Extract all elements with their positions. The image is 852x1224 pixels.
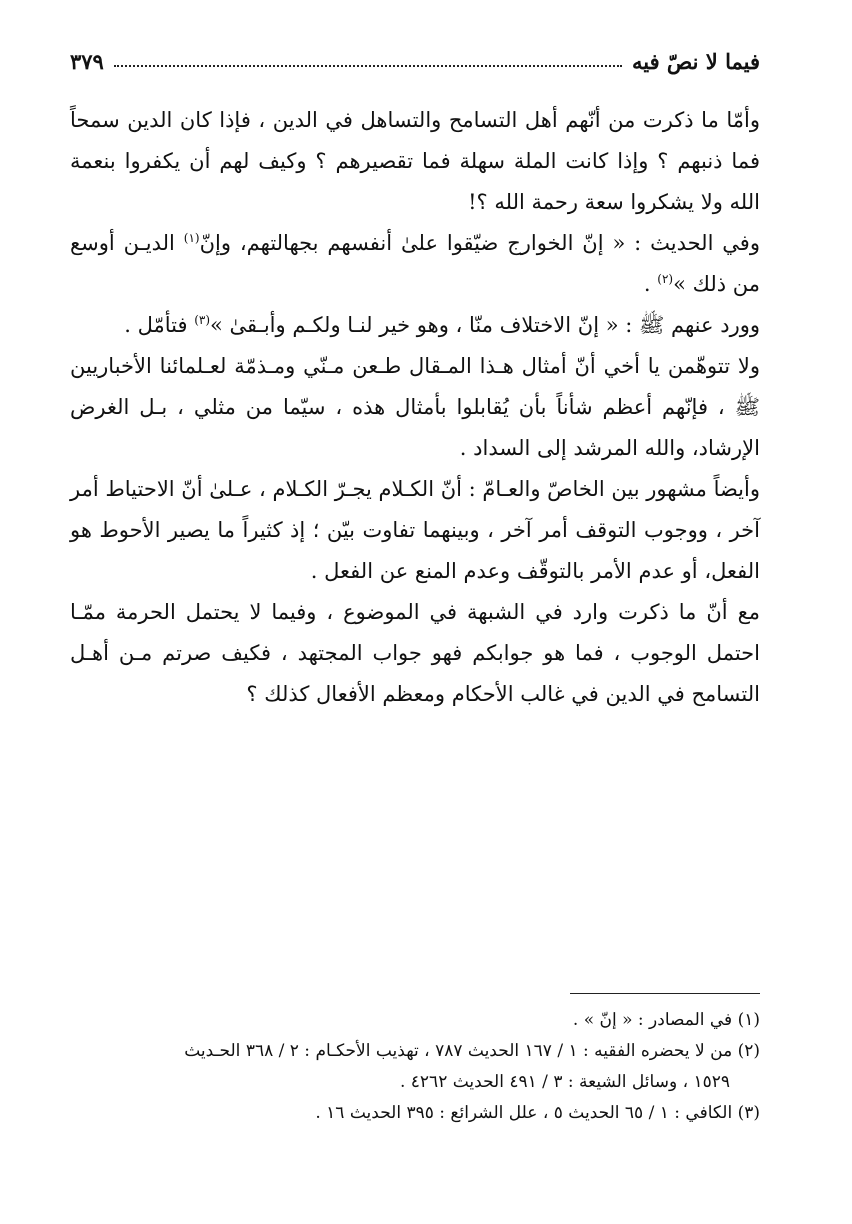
paragraph-5: وأيضاً مشهور بين الخاصّ والعـامّ : أنّ الكـلام يجـرّ الكـلام ، عـلىٰ أنّ الاحتياط أمر آخر ، ووجوب التوقف أمر آخر ، وبينهما تفاوت بيّن ؛ إذ كثيراً ما يصير الأحوط هو الفعل، أو عدم الأمر بالتوقّف وعدم المنع عن الفعل .: [70, 477, 760, 583]
paragraph-2: [70, 223, 760, 305]
paragraph-3: [70, 305, 760, 346]
running-title: فيما لا نصّ فيه: [631, 49, 760, 74]
paragraph-4: ولا تتوهّمن يا أخي أنّ أمثال هـذا المـقال طـعن مـنّي ومـذمّة لعـلمائنا الأخباريين ﷺ ، فإنّهم أعظم شأناً بأن يُقابلوا بأمثال هذه ، سيّما من مثلي ، بـل الغرض الإرشاد، والله المرشد إلى السداد .: [70, 354, 760, 460]
paragraph-2-part-a: وفي الحديث : « إنّ الخوارج ضيّقوا علىٰ أنفسهم بجهالتهم، وإنّ: [199, 231, 760, 255]
footnote-2: (٢) من لا يحضره الفقيه : ١ / ١٦٧ الحديث ٧٨٧ ، تهذيب الأحكـام : ٢ / ٣٦٨ الحـديث: [184, 1041, 760, 1061]
footnote-ref-3: (٣): [194, 313, 211, 327]
paragraph-6: مع أنّ ما ذكرت وارد في الشبهة في الموضوع ، وفيما لا يحتمل الحرمة ممّـا احتمل الوجوب ، فما هو جوابكم فهو جواب المجتهد ، فكيف صرتم مـن أهـل التسامح في الدين في غالب الأحكام ومعظم الأفعال كذلك ؟: [70, 600, 760, 706]
footnotes: [70, 1005, 760, 1129]
footnote-divider: [570, 993, 760, 994]
paragraph-1: وأمّا ما ذكرت من أنّهم أهل التسامح والتساهل في الدين ، فإذا كان الدين سمحاً فما ذنبهم ؟ وإذا كانت الملة سهلة فما تقصيرهم ؟ وكيف لهم أن يكفروا بنعمة الله ولا يشكروا سعة رحمة الله ؟!: [70, 108, 760, 214]
paragraph-3-part-a: وورد عنهم ﷺ : « إنّ الاختلاف منّا ، وهو خير لنـا ولكـم وأبـقىٰ »: [210, 313, 760, 337]
paragraph-2-part-b: الديـن أوسع من ذلك »: [70, 231, 760, 296]
page-number: ٣٧٩: [70, 49, 104, 74]
leader-dots: [114, 64, 622, 67]
main-text: [70, 100, 760, 715]
footnote-2-continued: ١٥٢٩ ، وسائل الشيعة : ٣ / ٤٩١ الحديث ٤٢٦٢ .: [399, 1072, 730, 1092]
running-header: [70, 30, 760, 74]
footnote-1: (١) في المصادر : « إنّ » .: [572, 1010, 760, 1030]
footnote-ref-1: (١): [183, 231, 200, 245]
footnote-ref-2: (٢): [657, 272, 674, 286]
footnote-3: (٣) الكافي : ١ / ٦٥ الحديث ٥ ، علل الشرائع : ٣٩٥ الحديث ١٦ .: [315, 1103, 760, 1123]
paragraph-2-part-c: .: [643, 272, 658, 296]
paragraph-3-part-b: فتأمّل .: [124, 313, 195, 337]
